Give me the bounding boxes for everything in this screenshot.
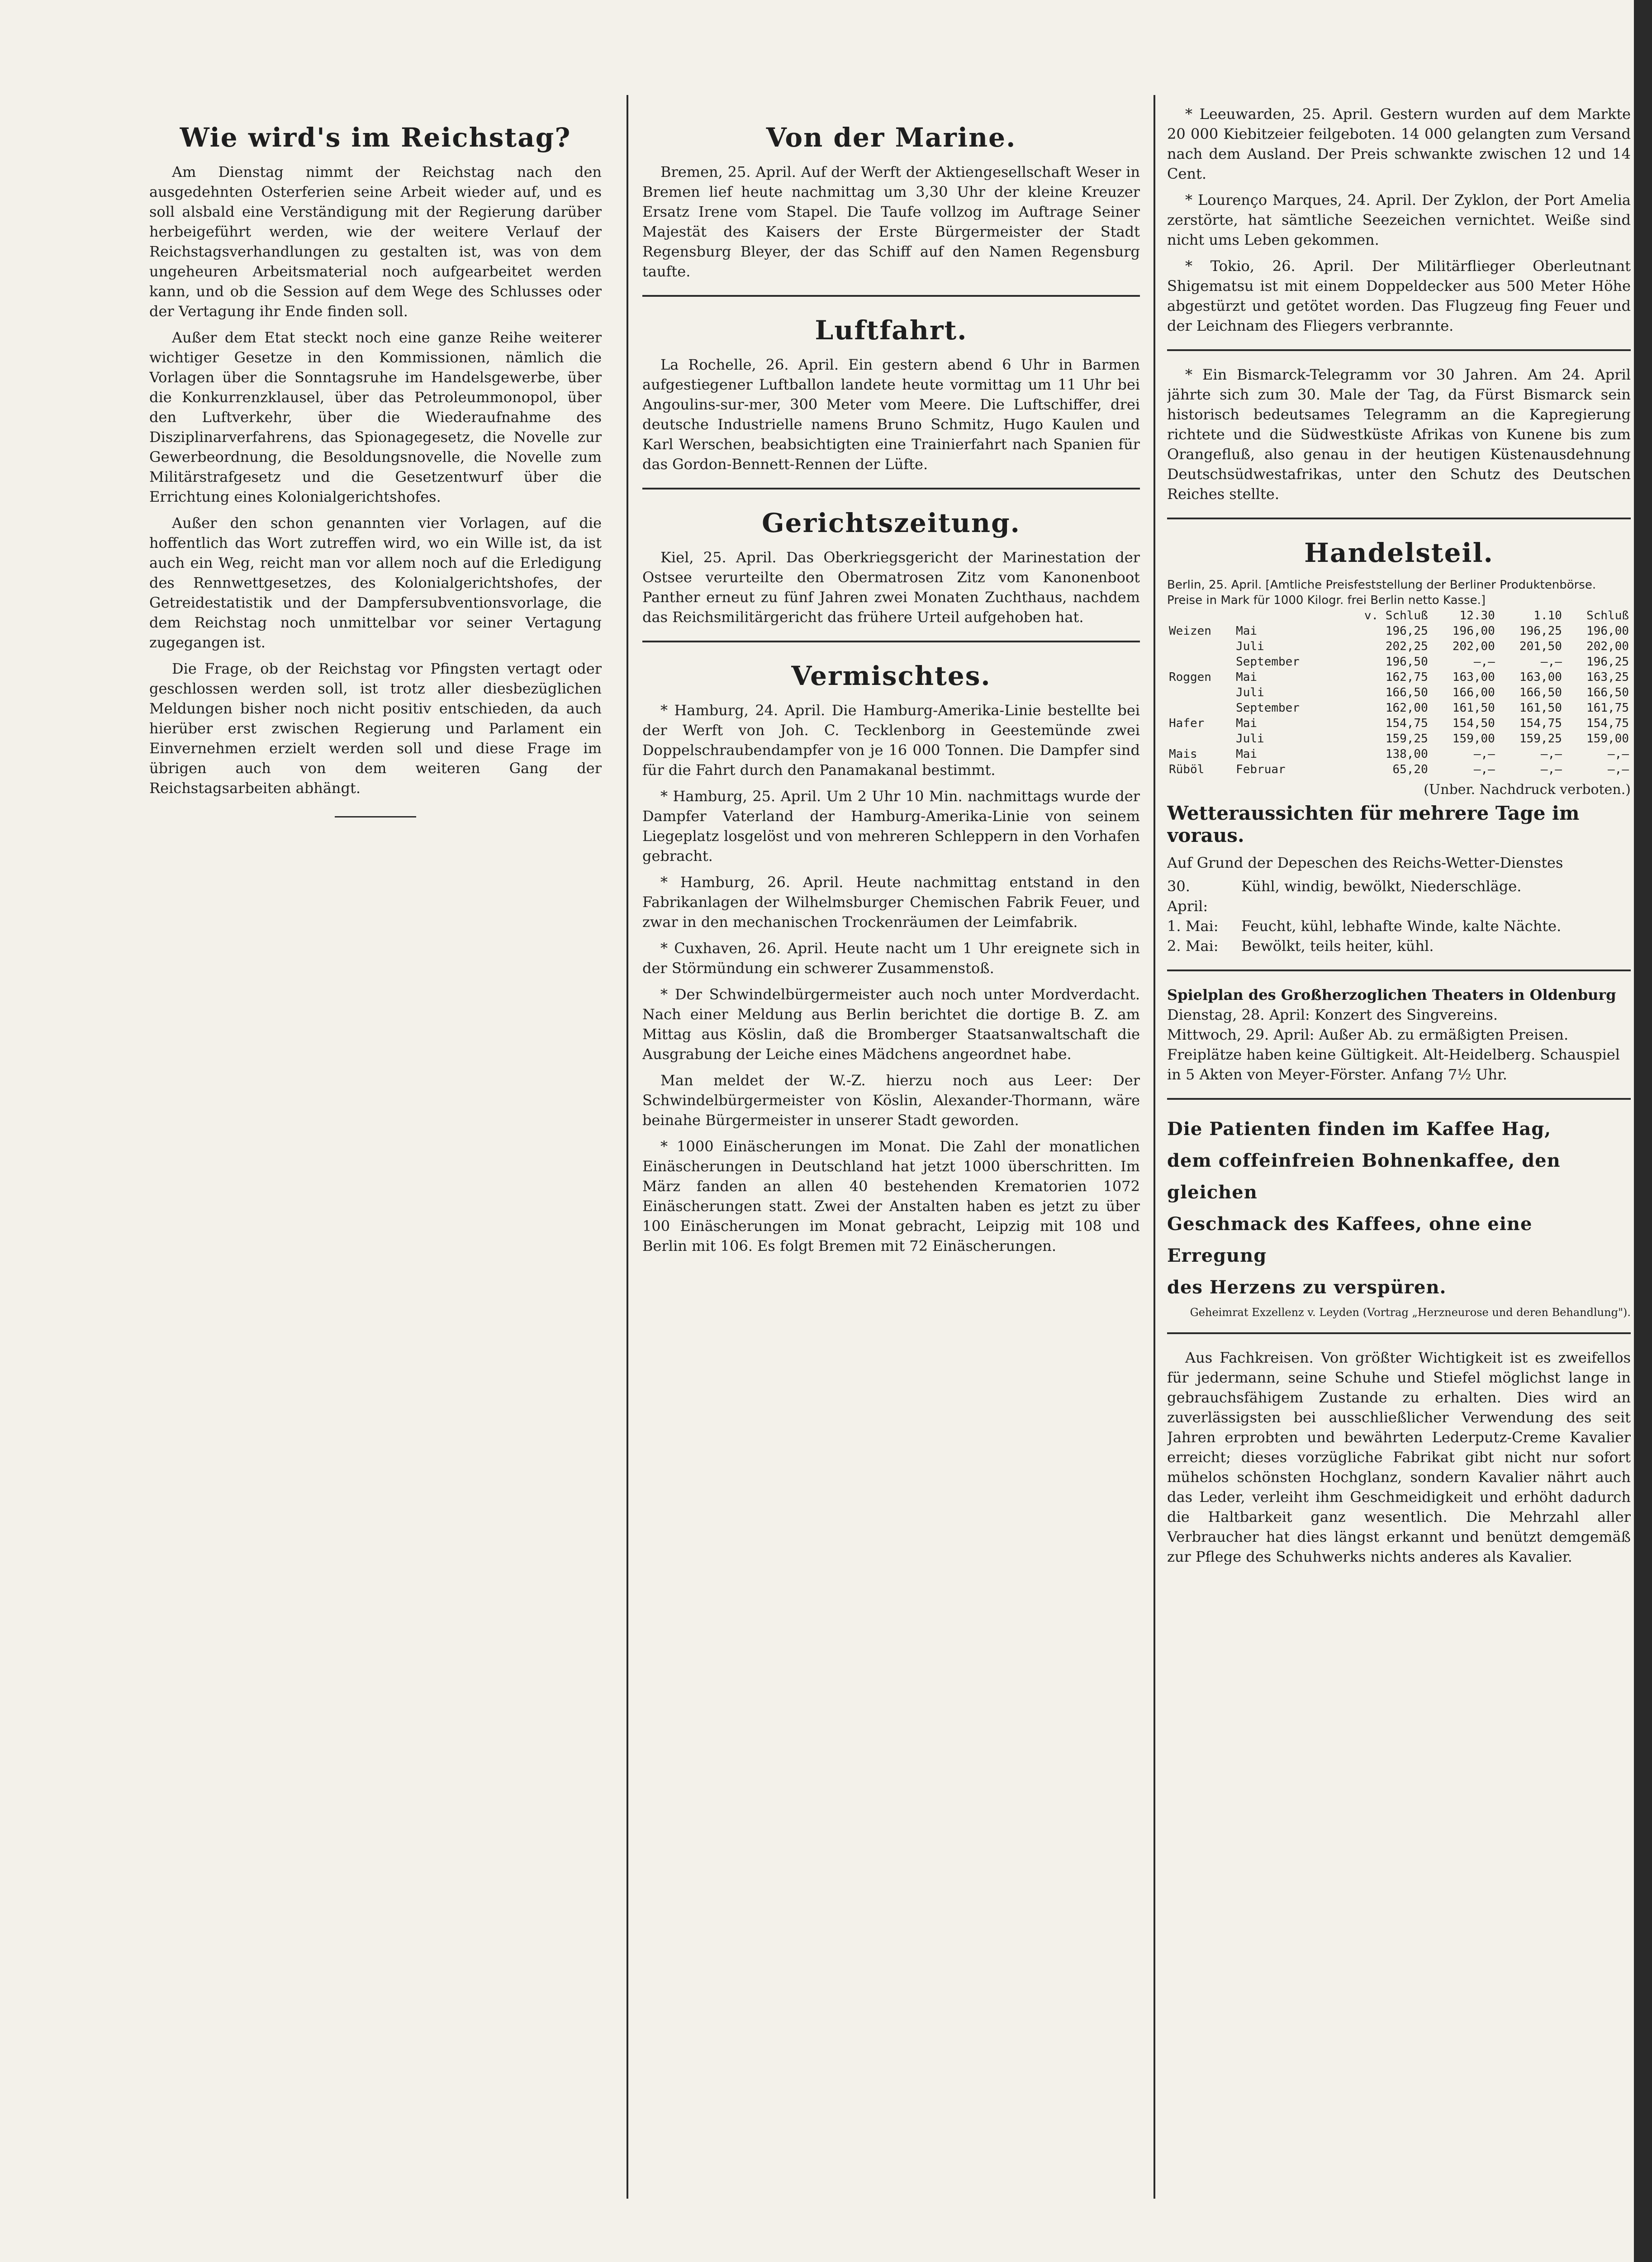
section-heading-marine: Von der Marine. <box>766 122 1016 153</box>
news-item: * Lourenço Marques, 24. April. Der Zyklon, der Port Amelia zerstörte, hat sämtliche Seezeichen vernichtet. Weiße sind nicht ums Leben gekommen. <box>1167 191 1631 248</box>
price: 154,75 <box>1519 717 1562 730</box>
month: September <box>1236 655 1300 669</box>
section-heading-vermischtes: Vermischtes. <box>791 661 991 691</box>
table-row <box>1167 639 1631 654</box>
commodity <box>1167 685 1234 700</box>
divider <box>642 295 1140 297</box>
price: 196,25 <box>1385 624 1428 638</box>
price: –,– <box>1473 655 1495 669</box>
commodity: Roggen <box>1169 670 1211 684</box>
commodity: Weizen <box>1169 624 1211 638</box>
table-row <box>1167 654 1631 670</box>
table-row <box>1167 670 1631 685</box>
theater-line: Mittwoch, 29. April: Außer Ab. zu ermäßigten Preisen. Freiplätze haben keine Gültigkeit. Alt-Heidelberg. Schauspiel in 5 Akten von Meyer-Förster. Anfang 7½ Uhr. <box>1167 1026 1620 1083</box>
price: 166,50 <box>1519 686 1562 699</box>
price: 159,25 <box>1385 732 1428 746</box>
ad-credit: Geheimrat Exzellenz v. Leyden (Vortrag „Herzneurose und deren Behandlung"). <box>1190 1306 1631 1319</box>
price: 166,50 <box>1586 686 1629 699</box>
price: 166,00 <box>1452 686 1495 699</box>
commodity <box>1167 654 1234 670</box>
price: 202,25 <box>1385 640 1428 653</box>
price: 154,75 <box>1385 717 1428 730</box>
price: –,– <box>1540 655 1562 669</box>
table-row <box>1167 731 1631 746</box>
news-item: * Cuxhaven, 26. April. Heute nacht um 1 Uhr ereignete sich in der Störmündung ein schwerer Zusammenstoß. <box>642 940 1140 977</box>
article-paragraph: Am Dienstag nimmt der Reichstag nach den ausgedehnten Osterferien seine Arbeit wieder auf, und es soll alsbald eine Verständigung mit der Regierung darüber herbeigeführt werden, wie der weitere Verlauf der Reichstagsverhandlungen zu gestalten ist, was von dem ungeheuren Arbeitsmaterial noch aufgearbeitet werden kann, und ob die Session auf dem Wege des Schlusses oder der Vertagung ihr Ende finden soll. <box>149 163 602 320</box>
price: 161,75 <box>1586 701 1629 715</box>
column-misc <box>1167 104 1631 1573</box>
article-heading: Wie wird's im Reichstag? <box>180 122 571 153</box>
market-col-header: v. Schluß <box>1364 609 1428 623</box>
commodity: Rüböl <box>1169 763 1205 776</box>
column-rule <box>1154 95 1155 2199</box>
table-row <box>1167 700 1631 716</box>
price: –,– <box>1540 763 1562 776</box>
price: 196,25 <box>1519 624 1562 638</box>
commodity: Hafer <box>1169 717 1205 730</box>
section-heading-luftfahrt: Luftfahrt. <box>815 315 968 346</box>
column-news <box>642 104 1140 1262</box>
price: 163,25 <box>1586 670 1629 684</box>
table-row <box>1167 623 1631 639</box>
news-item: * Ein Bismarck-Telegramm vor 30 Jahren. Am 24. April jährte sich zum 30. Male der Tag, da Fürst Bismarck sein historisch bedeutsames Telegramm an die Kapregierung richtete und die Südwestküste Afrikas von Kunene bis zum Orangefluß, also genau in der heutigen Küstenausdehnung Deutschsüdwestafrikas, unter den Schutz des Deutschen Reiches stellte. <box>1167 366 1631 503</box>
page-edge <box>1634 0 1652 2262</box>
ad-line: Geschmack des Kaffees, ohne eine Erregung <box>1167 1213 1533 1266</box>
end-rule <box>335 816 416 817</box>
commodity <box>1167 639 1234 654</box>
price: 138,00 <box>1385 747 1428 761</box>
weather-text: Feucht, kühl, lebhafte Winde, kalte Nächte. <box>1241 917 1562 935</box>
price: –,– <box>1608 763 1629 776</box>
section-heading-gericht: Gerichtszeitung. <box>762 508 1021 538</box>
market-col-headers <box>1167 608 1631 623</box>
divider <box>1167 1098 1631 1100</box>
table-row <box>1167 746 1631 762</box>
divider <box>642 488 1140 489</box>
market-col-header: 1.10 <box>1533 609 1562 623</box>
commodity <box>1167 731 1234 746</box>
price: 159,00 <box>1586 732 1629 746</box>
price: 163,00 <box>1519 670 1562 684</box>
price: 201,50 <box>1519 640 1562 653</box>
month: Juli <box>1236 686 1264 699</box>
news-item: * Tokio, 26. April. Der Militärflieger Oberleutnant Shigematsu ist mit einem Doppeldecker aus 500 Meter Höhe abgestürzt und getötet worden. Das Flugzeug fing Feuer und der Leichnam des Fliegers verbrannte. <box>1167 257 1631 334</box>
price: 196,25 <box>1586 655 1629 669</box>
ad-line: Die Patienten finden im Kaffee Hag, <box>1167 1118 1552 1140</box>
news-item: * 1000 Einäscherungen im Monat. Die Zahl der monatlichen Einäscherungen in Deutschland hat jetzt 1000 überschritten. Im März fanden an allen 40 bestehenden Krematorien 1072 Einäscherungen statt. Zwei der Anstalten haben es jetzt zu über 100 Einäscherungen im Monat gebracht, Leipzig mit 108 und Berlin mit 106. Es folgt Bremen mit 72 Einäscherungen. <box>642 1138 1140 1255</box>
commodity: Mais <box>1169 747 1197 761</box>
weather-text: Kühl, windig, bewölkt, Niederschläge. <box>1241 878 1522 895</box>
market-col-header: 12.30 <box>1459 609 1495 623</box>
price: –,– <box>1540 747 1562 761</box>
month: Juli <box>1236 640 1264 653</box>
price: 162,00 <box>1385 701 1428 715</box>
price: 161,50 <box>1519 701 1562 715</box>
month: Juli <box>1236 732 1264 746</box>
section-heading-handel: Handelsteil. <box>1304 537 1494 568</box>
article-paragraph: Außer den schon genannten vier Vorlagen, auf die hoffentlich das Wort zutreffen wird, wo ein Wille ist, da ist auch ein Weg, reicht man vor allem noch auf die Erledigung des Rennwettgesetzes, des Kolonialgerichtshofes, der Getreidestatistik und der Dampfersubventionsvorlage, die dem Reichstag noch unmittelbar vor seiner Vertagung zugegangen ist. <box>149 514 602 651</box>
price: 162,75 <box>1385 670 1428 684</box>
reprint-note: (Unber. Nachdruck verboten.) <box>1424 782 1631 798</box>
ad-line: dem coffeinfreien Bohnenkaffee, den gleichen <box>1167 1150 1561 1203</box>
ad-line: des Herzens zu verspüren. <box>1167 1277 1447 1298</box>
weather-date: 30. April: <box>1167 878 1208 915</box>
news-item: Bremen, 25. April. Auf der Werft der Aktiengesellschaft Weser in Bremen lief heute nachmittag um 3,30 Uhr der kleine Kreuzer Ersatz Irene vom Stapel. Die Taufe vollzog im Auftrage Seiner Majestät des Kaisers der Erste Bürgermeister der Stadt Regensburg Bleyer, der das Schiff auf den Namen Regensburg taufte. <box>642 163 1140 280</box>
weather-intro: Auf Grund der Depeschen des Reichs-Wetter-Dienstes <box>1167 854 1563 871</box>
news-item: * Leeuwarden, 25. April. Gestern wurden auf dem Markte 20 000 Kiebitzeier feilgeboten. 14 000 gelangten zum Versand nach dem Ausland. Der Preis schwankte zwischen 12 und 14 Cent. <box>1167 105 1631 182</box>
market-table <box>1167 608 1631 777</box>
news-item: * Hamburg, 24. April. Die Hamburg-Amerika-Linie bestellte bei der Werft von Joh. C. Tecklenborg in Geestemünde zwei Doppelschraubendampfer von je 16 000 Tonnen. Die Dampfer sind für die Fahrt durch den Panamakanal bestimmt. <box>642 702 1140 779</box>
column-reichstag <box>149 104 602 836</box>
weather-text: Bewölkt, teils heiter, kühl. <box>1241 937 1434 955</box>
divider <box>1167 969 1631 971</box>
news-item: * Hamburg, 25. April. Um 2 Uhr 10 Min. nachmittags wurde der Dampfer Vaterland der Hamburg-Amerika-Linie von seinem Liegeplatz losgelöst und von mehreren Schleppern in den Vorhafen gebracht. <box>642 788 1140 865</box>
price: 154,75 <box>1586 717 1629 730</box>
price: 154,50 <box>1452 717 1495 730</box>
market-header: Berlin, 25. April. [Amtliche Preisfeststellung der Berliner Produktenbörse. Preise in Mark für 1000 Kilogr. frei Berlin netto Kasse.] <box>1167 578 1596 607</box>
news-item: Aus Fachkreisen. Von größter Wichtigkeit ist es zweifellos für jedermann, seine Schuhe und Stiefel möglichst lange in gebrauchsfähigem Zustande zu erhalten. Dies wird an zuverlässigsten bei ausschließlicher Verwendung des seit Jahren erprobten und bewährten Lederputz-Creme Kavalier erreicht; dieses vorzügliche Fabrikat gibt nicht nur sofort mühelos schönsten Hochglanz, sondern Kavalier nährt auch das Leder, verleiht ihm Geschmeidigkeit und erhöht dadurch die Haltbarkeit ganz wesentlich. Die Mehrzahl aller Verbraucher hat dies längst erkannt und benützt demgemäß zur Pflege des Schuhwerks nichts anderes als Kavalier. <box>1167 1349 1631 1565</box>
market-col-header: Schluß <box>1586 609 1629 623</box>
theater-line: Dienstag, 28. April: Konzert des Singvereins. <box>1167 1006 1498 1023</box>
price: 161,50 <box>1452 701 1495 715</box>
news-item: La Rochelle, 26. April. Ein gestern abend 6 Uhr in Barmen aufgestiegener Luftballon landete heute vormittag um 11 Uhr bei Angoulins-sur-mer, 300 Meter vom Meere. Die Luftschiffer, drei deutsche Industrielle namens Bruno Schmitz, Hugo Kaulen und Karl Werschen, beabsichtigten eine Trainierfahrt nach Spanien für das Gordon-Bennett-Rennen der Lüfte. <box>642 356 1140 473</box>
divider <box>642 641 1140 642</box>
price: –,– <box>1473 763 1495 776</box>
news-item: * Der Schwindelbürgermeister auch noch unter Mordverdacht. Nach einer Meldung aus Berlin berichtet die dortige B. Z. am Mittag aus Köslin, daß die Bromberger Staatsanwaltschaft die Ausgrabung der Leiche eines Mädchens angeordnet habe. <box>642 986 1140 1063</box>
weather-date: 2. Mai: <box>1167 937 1219 955</box>
price: –,– <box>1473 747 1495 761</box>
divider <box>1167 349 1631 351</box>
price: 196,00 <box>1586 624 1629 638</box>
price: 163,00 <box>1452 670 1495 684</box>
price: 159,00 <box>1452 732 1495 746</box>
weather-row <box>1167 916 1631 936</box>
price: 166,50 <box>1385 686 1428 699</box>
month: Mai <box>1236 624 1258 638</box>
weather-date: 1. Mai: <box>1167 917 1219 935</box>
month: Mai <box>1236 747 1258 761</box>
price: 159,25 <box>1519 732 1562 746</box>
theater-heading: Spielplan des Großherzoglichen Theaters in Oldenburg <box>1167 986 1616 1003</box>
news-item: Man meldet der W.-Z. hierzu noch aus Leer: Der Schwindelbürgermeister von Köslin, Alexander-Thormann, wäre beinahe Bürgermeister in unserer Stadt geworden. <box>642 1072 1140 1129</box>
table-row <box>1167 716 1631 731</box>
table-row <box>1167 762 1631 777</box>
commodity <box>1167 700 1234 716</box>
month: Mai <box>1236 717 1258 730</box>
weather-heading: Wetteraussichten für mehrere Tage im voraus. <box>1167 802 1580 846</box>
table-row <box>1167 685 1631 700</box>
price: 196,00 <box>1452 624 1495 638</box>
price: 202,00 <box>1586 640 1629 653</box>
divider <box>1167 518 1631 519</box>
price: 202,00 <box>1452 640 1495 653</box>
price: 65,20 <box>1392 763 1428 776</box>
news-item: * Hamburg, 26. April. Heute nachmittag entstand in den Fabrikanlagen der Wilhelmsburger Chemischen Fabrik Feuer, und zwar in den mechanischen Trockenräumen der Leimfabrik. <box>642 874 1140 931</box>
month: September <box>1236 701 1300 715</box>
article-paragraph: Die Frage, ob der Reichstag vor Pfingsten vertagt oder geschlossen werden soll, ist trotz aller diesbezüglichen Meldungen bisher noch nicht positiv entschieden, da auch hierüber erst zwischen Regierung und Parlament ein Einvernehmen erzielt werden soll und diese Frage im übrigen auch von dem weiteren Gang der Reichstagsarbeiten abhängt. <box>149 660 602 797</box>
article-paragraph: Außer dem Etat steckt noch eine ganze Reihe weiterer wichtiger Gesetze in den Kommissionen, nämlich die Vorlagen über die Sonntagsruhe im Handelsgewerbe, über die Konkurrenzklausel, über das Petroleummonopol, über den Luftverkehr, über die Wiederaufnahme des Disziplinarverfahrens, das Spionagegesetz, die Novelle zur Gewerbeordnung, die Besoldungsnovelle, die Novelle zum Militärstrafgesetz und die Gesetzentwurf über die Errichtung eines Kolonialgerichtshofes. <box>149 329 602 505</box>
price: –,– <box>1608 747 1629 761</box>
column-rule <box>627 95 628 2199</box>
month: Februar <box>1236 763 1286 776</box>
month: Mai <box>1236 670 1258 684</box>
news-item: Kiel, 25. April. Das Oberkriegsgericht der Marinestation der Ostsee verurteilte den Obermatrosen Zitz vom Kanonenboot Panther erneut zu fünf Jahren zwei Monaten Zuchthaus, nachdem das Reichsmilitärgericht das frühere Urteil aufgehoben hat. <box>642 549 1140 626</box>
price: 196,50 <box>1385 655 1428 669</box>
weather-row <box>1167 936 1631 956</box>
divider <box>1167 1332 1631 1334</box>
weather-row <box>1167 876 1631 916</box>
